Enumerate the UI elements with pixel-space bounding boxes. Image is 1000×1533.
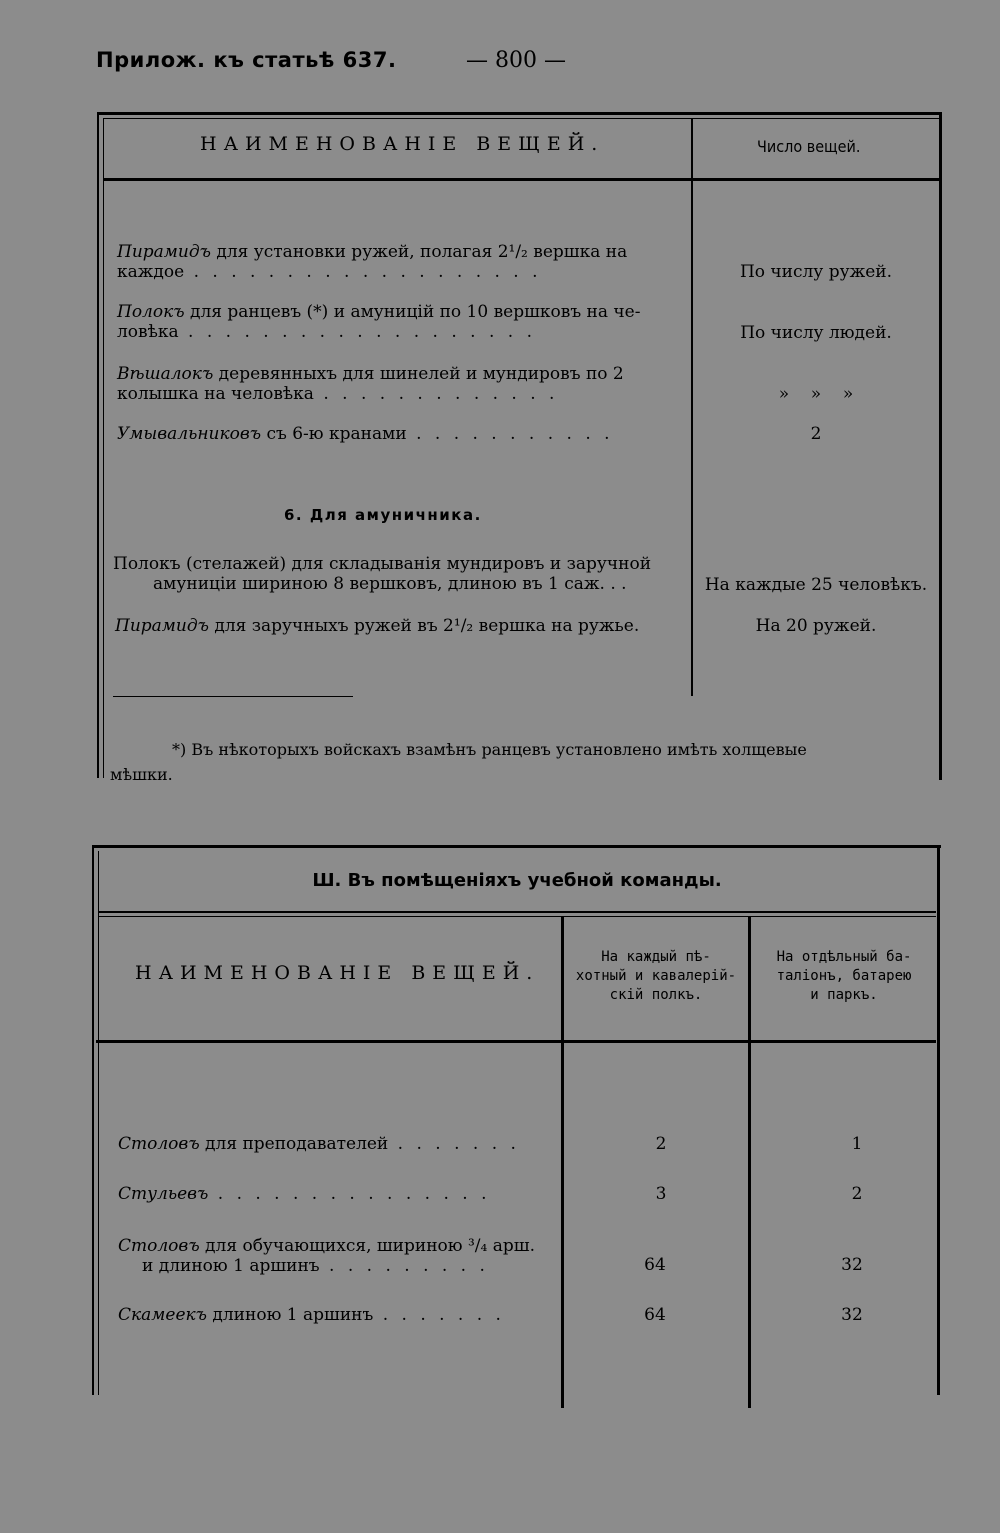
header-line: скій полкъ.: [609, 987, 703, 1003]
item-name: Столовъ: [118, 1134, 200, 1154]
table-row: [118, 1305, 553, 1325]
table-1-left-border: [97, 112, 99, 778]
table-1-top-inner-border: [103, 118, 939, 119]
item-description: Полокъ (стелажей) для складыванія мундировъ и заручной: [113, 554, 652, 574]
regiment-count: 64: [644, 1305, 666, 1325]
item-description: для ранцевъ (*) и амуницій по 10 вершковъ на че-: [184, 302, 641, 322]
item-name: Пирамидъ: [115, 616, 209, 636]
header-line: и паркъ.: [810, 987, 878, 1003]
table-row: [115, 616, 680, 636]
table-row: [118, 1134, 553, 1154]
battalion-count: 1: [851, 1134, 863, 1154]
table-row: [118, 1236, 553, 1276]
item-name: Полокъ: [117, 302, 185, 322]
table-1-right-border: [939, 112, 942, 780]
table-2-col-regiment-header: [564, 948, 748, 1005]
table-1-col-name-header: НАИМЕНОВАНІЕ ВЕЩЕЙ.: [200, 133, 605, 155]
table-2-top-border: [92, 845, 941, 848]
header-line: На каждый пѣ-: [601, 949, 711, 965]
item-count: По числу людей.: [740, 323, 892, 343]
table-row: [113, 554, 679, 594]
table-2-left-border: [92, 845, 94, 1395]
table-row: [117, 424, 682, 444]
footnote-text-cont: мѣшки.: [110, 765, 173, 784]
section-subheading: 6. Для амуничника.: [284, 506, 482, 524]
footnote-rule: [113, 696, 353, 697]
item-description: длиною 1 аршинъ: [207, 1305, 374, 1325]
table-1-left-inner-border: [103, 118, 104, 778]
item-description-cont: и длиною 1 аршинъ: [142, 1256, 320, 1276]
header-line: хотный и кавалерій-: [575, 968, 737, 984]
item-count: На 20 ружей.: [755, 616, 877, 636]
leader-dots: . . . . . . . . . . . . . . . . . . .: [178, 322, 536, 342]
table-row: [117, 242, 682, 282]
battalion-count: 32: [841, 1305, 863, 1325]
leader-dots: . . . . . . . . . . . . . . . . . . .: [184, 262, 542, 282]
leader-dots: . . . . . . . . . . .: [406, 424, 614, 444]
item-name: Стульевъ: [118, 1184, 209, 1204]
item-description: для установки ружей, полагая 2¹/₂ вершка на: [210, 242, 628, 262]
item-name: Столовъ: [118, 1236, 200, 1256]
table-2-header-rule: [96, 1040, 936, 1043]
table-1-header-rule: [103, 178, 939, 181]
item-count: На каждые 25 человѣкъ.: [704, 575, 928, 595]
item-name: Пирамидъ: [117, 242, 211, 262]
table-row: [117, 364, 682, 404]
regiment-count: 64: [644, 1255, 666, 1275]
footnote-text: *) Въ нѣкоторыхъ войскахъ взамѣнъ ранцевъ установлено имѣть холщевые: [172, 740, 807, 759]
item-name: Умывальниковъ: [117, 424, 262, 444]
table-2-title: Ш. Въ помѣщеніяхъ учебной команды.: [312, 870, 722, 891]
table-1-top-border: [97, 112, 942, 115]
item-description: для заручныхъ ружей въ 2¹/₂ вершка на ружье.: [208, 616, 640, 636]
table-row: [117, 302, 682, 342]
header-line: таліонъ, батарею: [776, 968, 912, 984]
item-count: 2: [810, 424, 822, 444]
leader-dots: . . . . . . . . . . . . . . .: [208, 1184, 491, 1204]
item-description-cont: колышка на человѣка: [117, 384, 314, 404]
item-description: деревянныхъ для шинелей и мундировъ по 2: [213, 364, 624, 384]
item-description-cont: каждое: [117, 262, 185, 282]
table-2-title-rule-inner: [99, 916, 936, 917]
item-description-cont: ловѣка: [117, 322, 179, 342]
table-2-left-inner-border: [98, 851, 99, 1395]
table-row: [118, 1184, 553, 1204]
table-2-col-name-header: НАИМЕНОВАНІЕ ВЕЩЕЙ.: [135, 962, 540, 984]
item-description: съ 6-ю кранами: [261, 424, 407, 444]
item-count: По числу ружей.: [739, 262, 893, 282]
table-1-col-count-header: Число вещей.: [757, 137, 861, 156]
table-1-column-divider: [691, 118, 693, 696]
table-2-col-battalion-header: [751, 948, 937, 1005]
item-count: » » »: [778, 384, 854, 404]
battalion-count: 2: [851, 1184, 863, 1204]
leader-dots: . . . . . . .: [388, 1134, 520, 1154]
regiment-count: 2: [655, 1134, 667, 1154]
header-line: На отдѣльный ба-: [776, 949, 912, 965]
leader-dots: . . . . . . . . .: [319, 1256, 489, 1276]
battalion-count: 32: [841, 1255, 863, 1275]
item-description: для обучающихся, шириною ³/₄ арш.: [199, 1236, 535, 1256]
page-number: — 800 —: [466, 48, 566, 73]
leader-dots: . . . . . . .: [373, 1305, 505, 1325]
item-description-cont: амуниціи шириною 8 вершковъ, длиною въ 1 саж. . .: [153, 574, 627, 594]
item-name: Вѣшалокъ: [117, 364, 214, 384]
leader-dots: . . . . . . . . . . . . .: [313, 384, 559, 404]
table-2-title-rule: [99, 911, 936, 913]
item-name: Скамеекъ: [118, 1305, 207, 1325]
item-description: для преподавателей: [199, 1134, 389, 1154]
table-2-right-border: [937, 845, 940, 1395]
page-header-reference: Прилож. къ статьѣ 637.: [96, 48, 397, 72]
regiment-count: 3: [655, 1184, 667, 1204]
